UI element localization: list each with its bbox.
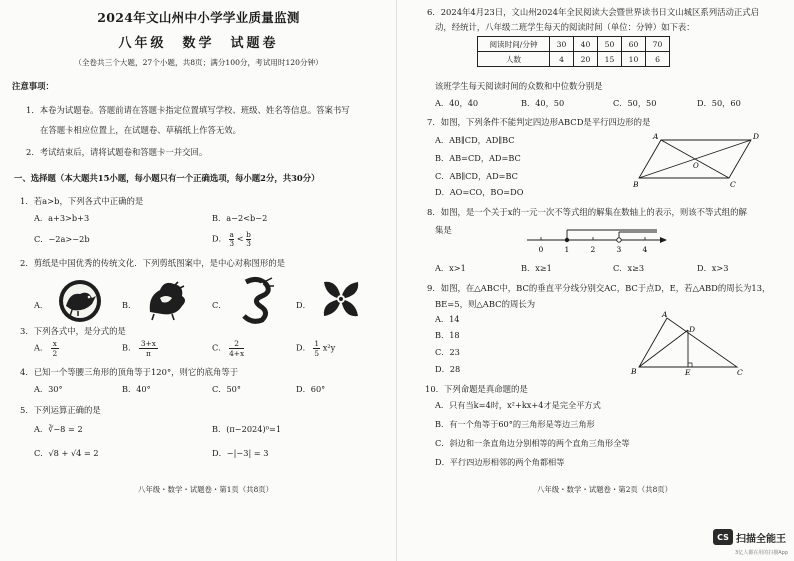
fig9-label-b: B [631, 367, 637, 376]
fig7-label-c: C [730, 180, 736, 189]
q3-c-den: 4+x [229, 349, 245, 358]
q3-d-den: 5 [314, 349, 320, 358]
question-9-line-2: BE=5，则△ABC的周长为 [435, 299, 536, 309]
tick-label: 4 [642, 245, 648, 254]
q7-option-a: A．AB∥CD，AD∥BC [435, 135, 515, 145]
question-6-line-1: 6．2024年4月23日，文山州2024年全民阅读大会暨世界读书日文山城区系列活动正式启 [427, 7, 759, 17]
q3-b-num: 3+x [140, 339, 156, 348]
q2-option-a: A． [34, 300, 49, 310]
q2-option-c: C． [212, 300, 227, 310]
q3-c-num: 2 [229, 339, 244, 349]
q4-option-b: B．40° [122, 384, 151, 394]
triangle-figure [629, 310, 747, 376]
q3-c-frac [229, 339, 244, 358]
table-cell: 20 [574, 52, 598, 67]
paper-cut-dragon-icon [142, 276, 192, 322]
fig9-label-e: E [685, 368, 691, 376]
q1-d-op: < [236, 233, 244, 244]
q1-d-num-a: a [229, 230, 234, 239]
fig7-label-d: D [753, 132, 760, 141]
scanner-watermark [713, 529, 786, 545]
parallelogram-figure [633, 130, 763, 190]
question-2: 2．剪纸是中国优秀的传统文化．下列剪纸图案中，是中心对称图形的是 [20, 258, 285, 268]
q9-option-a: A．14 [435, 314, 460, 324]
q5-option-a: A．∛−8 = 2 [34, 424, 83, 434]
table-cell: 30 [550, 37, 574, 52]
q5-option-c: C．√8 + √4 = 2 [34, 448, 99, 458]
q3-option-a [34, 339, 59, 358]
question-10: 10．下列命题是真命题的是 [425, 384, 528, 394]
exam-title: 2024年文山州中小学学业质量监测 [97, 10, 300, 25]
q3-d-label: D． [296, 342, 311, 353]
fig7-label-a: A [653, 132, 659, 141]
q2-option-d: D． [296, 300, 311, 310]
q3-a-den: 2 [52, 349, 58, 358]
watermark-text: 扫描全能王 [736, 533, 786, 545]
q3-c-label: C． [212, 342, 227, 353]
tick-label: 2 [590, 245, 596, 254]
tick-label: 3 [616, 245, 622, 254]
q6-option-c: C．50，50 [613, 98, 657, 108]
q9-option-c: C．23 [435, 347, 460, 357]
q1-d-frac-a [229, 231, 234, 248]
q3-b-label: B． [122, 342, 137, 353]
q5-option-b: B．(π−2024)⁰=1 [212, 424, 282, 434]
q3-option-c [212, 339, 244, 358]
q6-option-a: A．40，40 [435, 98, 479, 108]
table-cell: 60 [622, 37, 646, 52]
exam-subtitle: 八年级 数学 试题卷 [118, 36, 279, 51]
paper-cut-fish-icon [316, 274, 366, 324]
q6-option-d: D．50，60 [697, 98, 741, 108]
page-2-footer: 八年级・数学・试题卷・第2页（共8页） [537, 485, 673, 494]
camscanner-logo-icon: CS [713, 529, 733, 545]
table-row-counts [478, 52, 670, 67]
q1-d-num-b: b [246, 230, 251, 239]
q2-option-b: B． [122, 300, 137, 310]
paper-cut-dragon-2-icon [232, 274, 280, 324]
q6-option-b: B．40，50 [521, 98, 565, 108]
note-1-line-1: 1．本卷为试题卷。答题前请在答题卡指定位置填写学校、班级、姓名等信息。答案书写 [26, 105, 350, 115]
question-6-line-2: 动，经统计，八年级二班学生每天的阅读时间（单位：分钟）如下表： [435, 22, 695, 32]
page-1-footer: 八年级・数学・试题卷・第1页（共8页） [138, 485, 274, 494]
question-7: 7．如图，下列条件不能判定四边形ABCD是平行四边形的是 [427, 117, 651, 127]
q1-option-d [212, 231, 251, 248]
q8-option-c: C．x≥3 [613, 263, 645, 273]
fig7-label-b: B [633, 180, 639, 189]
q1-option-b: B．a−2<b−2 [212, 213, 268, 223]
note-2: 2．考试结束后，请将试题卷和答题卡一并交回。 [26, 147, 208, 157]
q3-b-den: π [145, 349, 151, 358]
q4-option-a: A．30° [34, 384, 63, 394]
table-cell: 15 [598, 52, 622, 67]
tick-label: 1 [564, 245, 570, 254]
q10-option-b: B．有一个角等于60°的三角形是等边三角形 [435, 419, 595, 429]
fig9-label-c: C [737, 368, 743, 376]
q7-option-d: D．AO=CO，BO=DO [435, 187, 524, 197]
q1-d-label: D． [212, 233, 227, 244]
q7-option-c: C．AB∥CD，AD=BC [435, 171, 518, 181]
question-9-line-1: 9．如图，在△ABC中，BC的垂直平分线分别交AC，BC于点D，E，若△ABD的周长为13， [427, 283, 771, 293]
q8-option-a: A．x>1 [435, 263, 466, 273]
question-1: 1．若a>b，下列各式中正确的是 [20, 196, 144, 206]
q3-option-b [122, 339, 158, 358]
exam-info: （全卷共三个大题，27个小题，共8页；满分100分，考试用时120分钟） [74, 58, 323, 67]
q1-option-c: C．−2a>−2b [34, 234, 90, 244]
note-1-line-2: 在答题卡相应位置上，在试题卷、草稿纸上作答无效。 [40, 125, 241, 135]
number-line-figure [521, 222, 671, 256]
q1-option-a: A．a+3>b+3 [34, 213, 90, 223]
question-6-line-3: 该班学生每天阅读时间的众数和中位数分别是 [435, 81, 603, 91]
q10-option-c: C．斜边和一条直角边分别相等的两个直角三角形全等 [435, 438, 630, 448]
q10-option-a: A．只有当k=4时，x²+kx+4才是完全平方式 [435, 400, 601, 410]
question-4: 4．已知一个等腰三角形的顶角等于120°，则它的底角等于 [20, 367, 239, 377]
reading-time-table [477, 36, 670, 67]
q9-option-b: B．18 [435, 330, 460, 340]
watermark-subtext: 3亿人都在用的扫描App [735, 550, 788, 556]
paper-cut-rooster-icon [54, 278, 106, 324]
tick-label: 0 [538, 245, 544, 254]
q5-option-d: D．−|−3| = 3 [212, 448, 269, 458]
q1-d-den-b: 3 [246, 239, 251, 248]
section-1-heading: 一、选择题（本大题共15小题，每小题只有一个正确选项，每小题2分，共30分） [14, 173, 320, 183]
q1-d-frac-b [246, 231, 251, 248]
q7-option-b: B．AB=CD，AD=BC [435, 153, 521, 163]
q3-a-num: x [52, 339, 57, 348]
notes-heading: 注意事项： [12, 81, 54, 91]
q3-d-tail: x²y [322, 342, 336, 353]
fig7-label-o: O [693, 162, 699, 170]
table-cell: 4 [550, 52, 574, 67]
question-8-line-1: 8．如图，是一个关于x的一元一次不等式组的解集在数轴上的表示，则该不等式组的解 [427, 207, 747, 217]
q8-option-d: D．x>3 [697, 263, 729, 273]
table-cell: 40 [574, 37, 598, 52]
table-cell: 6 [646, 52, 670, 67]
q3-b-frac [139, 339, 158, 358]
table-cell: 70 [646, 37, 670, 52]
q3-d-frac [313, 339, 320, 358]
question-5: 5．下列运算正确的是 [20, 405, 101, 415]
fig9-label-a: A [662, 310, 668, 319]
q8-option-b: B．x≥1 [521, 263, 552, 273]
exam-page-2 [397, 0, 794, 561]
q9-option-d: D．28 [435, 364, 461, 374]
question-3: 3．下列各式中，是分式的是 [20, 326, 126, 336]
table-header-cell: 人数 [478, 52, 550, 67]
q3-option-d [296, 339, 335, 358]
table-cell: 50 [598, 37, 622, 52]
table-header-cell: 阅读时间/分钟 [478, 37, 550, 52]
q4-option-c: C．50° [212, 384, 241, 394]
q10-option-d: D．平行四边形相邻的两个角都相等 [435, 457, 565, 467]
q3-a-frac [51, 339, 59, 358]
q3-d-num: 1 [314, 339, 320, 348]
table-row-times [478, 37, 670, 52]
question-8-line-2: 集是 [435, 225, 452, 235]
q4-option-d: D．60° [296, 384, 326, 394]
q1-d-den-a: 3 [229, 239, 235, 248]
fig9-label-d: D [689, 325, 696, 334]
table-cell: 10 [622, 52, 646, 67]
q3-a-label: A． [34, 342, 49, 353]
